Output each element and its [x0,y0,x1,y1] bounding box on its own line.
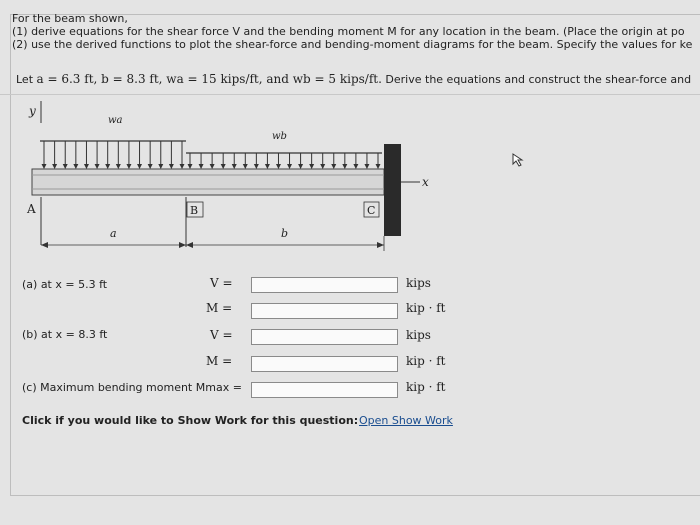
wb-load-arrow-head [221,164,226,169]
wa-load-arrow-head [63,164,68,169]
a-v-unit: kips [406,276,431,290]
wb-label: wb [272,131,287,142]
x-axis-label: x [422,175,429,189]
wb-load-arrow-head [309,164,314,169]
wb-load-arrow-head [353,164,358,169]
mouse-cursor-icon [512,153,526,167]
wb-load-arrow-head [254,164,259,169]
wa-load-arrow-head [73,164,78,169]
c-unit: kip · ft [406,380,446,394]
question-b-label: (b) at x = 8.3 ft [22,328,108,341]
wa-load-arrow-head [105,164,110,169]
b-m-label: M = [206,354,233,368]
b-v-label: V = [210,328,233,342]
wb-load-arrow-head [364,164,369,169]
wb-load-arrow-head [342,164,347,169]
wb-load-arrow-head [298,164,303,169]
show-work-prompt: Click if you would like to Show Work for this question: [22,414,359,427]
wa-load-arrow-head [95,164,100,169]
params-prefix: Let [16,73,34,86]
wb-load-arrow-head [232,164,237,169]
wb-load-arrow-head [265,164,270,169]
wa-load-arrow-head [158,164,163,169]
intro-line-3: (2) use the derived functions to plot the shear-force and bending-moment diagrams for the beam. Specify the values for ke [12,38,693,51]
wb-load-arrow-head [320,164,325,169]
wb-load-arrow-head [331,164,336,169]
wa-load-arrow-head [42,164,47,169]
wa-load-arrow-head [180,164,185,169]
wb-load-arrows [188,153,381,169]
given-parameters [16,72,691,86]
wa-load-arrow-head [126,164,131,169]
wa-load-arrow-head [148,164,153,169]
wa-load-arrow-head [137,164,142,169]
wb-load-arrow-head [276,164,281,169]
intro-line-2: (1) derive equations for the shear force V and the bending moment M for any location in the beam. (Place the origin at po [12,25,685,38]
b-v-unit: kips [406,328,431,342]
a-shear-input[interactable] [251,277,398,293]
beam-diagram [0,95,700,255]
wa-load-arrow-head [169,164,174,169]
b-m-unit: kip · ft [406,354,446,368]
question-a-label: (a) at x = 5.3 ft [22,278,108,291]
wb-load-arrow-head [188,164,193,169]
b-moment-input[interactable] [251,356,398,372]
dimension-a-label: a [110,227,117,240]
wb-load-arrow-head [199,164,204,169]
wa-load-arrow-head [52,164,57,169]
params-math: a = 6.3 ft, b = 8.3 ft, wa = 15 kips/ft, and wb = 5 kips/ft. [36,72,382,86]
wa-load-arrows [42,141,185,169]
params-suffix: Derive the equations and construct the shear-force and [385,73,692,86]
fixed-support-wall [384,144,401,236]
a-moment-input[interactable] [251,303,398,319]
open-show-work-link[interactable]: Open Show Work [359,414,453,427]
b-shear-input[interactable] [251,329,398,345]
problem-intro [12,12,692,51]
a-m-unit: kip · ft [406,301,446,315]
wb-load-arrow-head [376,164,381,169]
wa-label: wa [108,115,123,126]
wa-load-arrow-head [84,164,89,169]
dimension-b-label: b [281,227,289,240]
wa-load-arrow-head [116,164,121,169]
question-c-label: (c) Maximum bending moment Mmax = [22,381,242,394]
a-m-label: M = [206,301,233,315]
wb-load-arrow-head [287,164,292,169]
point-a-label: A [27,202,36,216]
y-axis-label: y [29,104,36,118]
beam [32,169,384,195]
point-b-label: B [190,204,199,217]
c-max-moment-input[interactable] [251,382,398,398]
wb-load-arrow-head [243,164,248,169]
point-c-label: C [367,204,376,217]
wb-load-arrow-head [210,164,215,169]
a-v-label: V = [210,276,233,290]
intro-line-1: For the beam shown, [12,12,128,25]
